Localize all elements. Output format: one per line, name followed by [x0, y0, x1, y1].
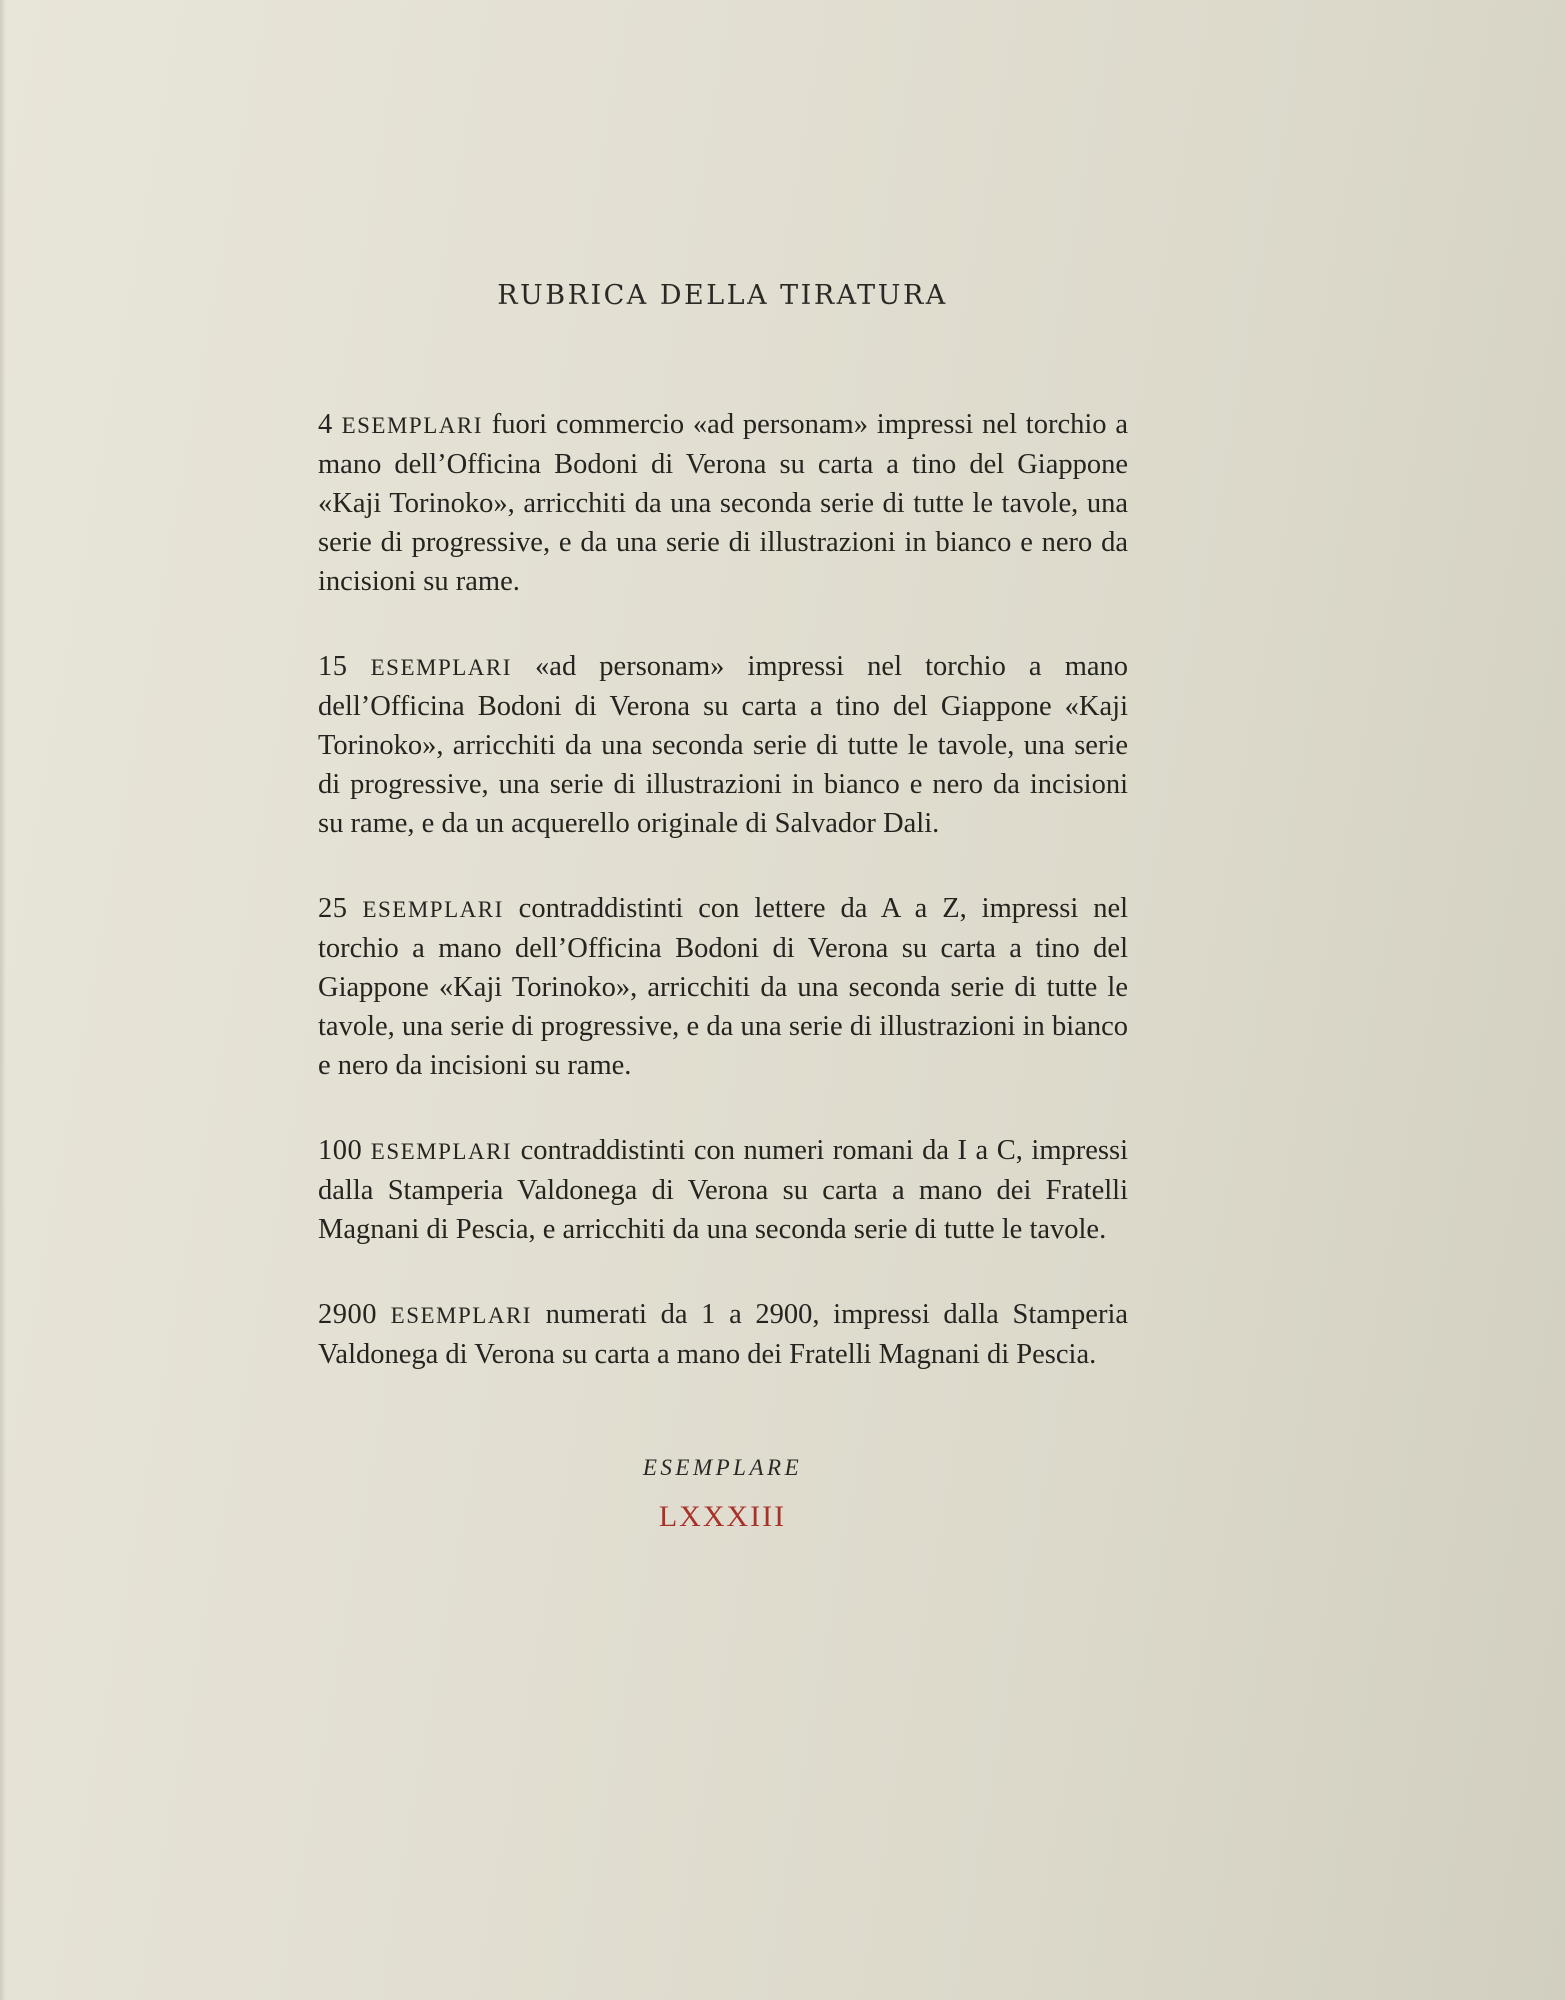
page-title: RUBRICA DELLA TIRATURA: [497, 280, 948, 311]
entry-quantity: 2900: [318, 1299, 377, 1330]
print-run-entry: [318, 405, 1128, 601]
entry-quantity: 4: [318, 409, 333, 440]
print-run-list: [318, 405, 1128, 1420]
entry-description: contraddistinti con numeri romani da I a C, impressi dalla Stamperia Valdonega di Verona su carta a mano dei Fratelli Magnani di Pescia, e arricchiti da una seconda serie di tutte le tavole.: [318, 1135, 1128, 1245]
copy-label: ESEMPLARE: [642, 1455, 803, 1480]
entry-label: ESEMPLARI: [390, 1303, 532, 1328]
entry-quantity: 25: [318, 893, 348, 924]
print-run-entry: [318, 1131, 1128, 1249]
entry-description: fuori commercio «ad personam» impressi nel torchio a mano dell’Officina Bodoni di Verona su carta a tino del Giappone «Kaji Torinoko», arricchiti da una seconda serie di tutte le tavole, una serie di progressive, e da una serie di illustrazioni in bianco e nero da incisioni su rame.: [318, 409, 1129, 597]
print-run-entry: [318, 889, 1128, 1085]
copy-number: LXXXIII: [658, 1500, 787, 1533]
entry-quantity: 100: [318, 1135, 363, 1166]
entry-description: numerati da 1 a 2900, impressi dalla Stamperia Valdonega di Verona su carta a mano dei Fratelli Magnani di Pescia.: [318, 1299, 1129, 1370]
entry-label: ESEMPLARI: [370, 655, 512, 680]
entry-quantity: 15: [318, 651, 348, 682]
print-run-entry: [318, 647, 1128, 843]
print-run-entry: [318, 1295, 1128, 1374]
entry-label: ESEMPLARI: [362, 897, 504, 922]
entry-description: «ad personam» impressi nel torchio a mano dell’Officina Bodoni di Verona su carta a tino del Giappone «Kaji Torinoko», arricchiti da una seconda serie di tutte le tavole, una serie di progressive, una serie di illustrazioni in bianco e nero da incisioni su rame, e da un acquerello originale di Salvador Dali.: [318, 651, 1129, 839]
entry-description: contraddistinti con lettere da A a Z, impressi nel torchio a mano dell’Officina Bodoni di Verona su carta a tino del Giappone «Kaji Torinoko», arricchiti da una seconda serie di tutte le tavole, una serie di progressive, e da una serie di illustrazioni in bianco e nero da incisioni su rame.: [318, 893, 1129, 1081]
entry-label: ESEMPLARI: [370, 1139, 513, 1164]
entry-label: ESEMPLARI: [341, 413, 483, 438]
